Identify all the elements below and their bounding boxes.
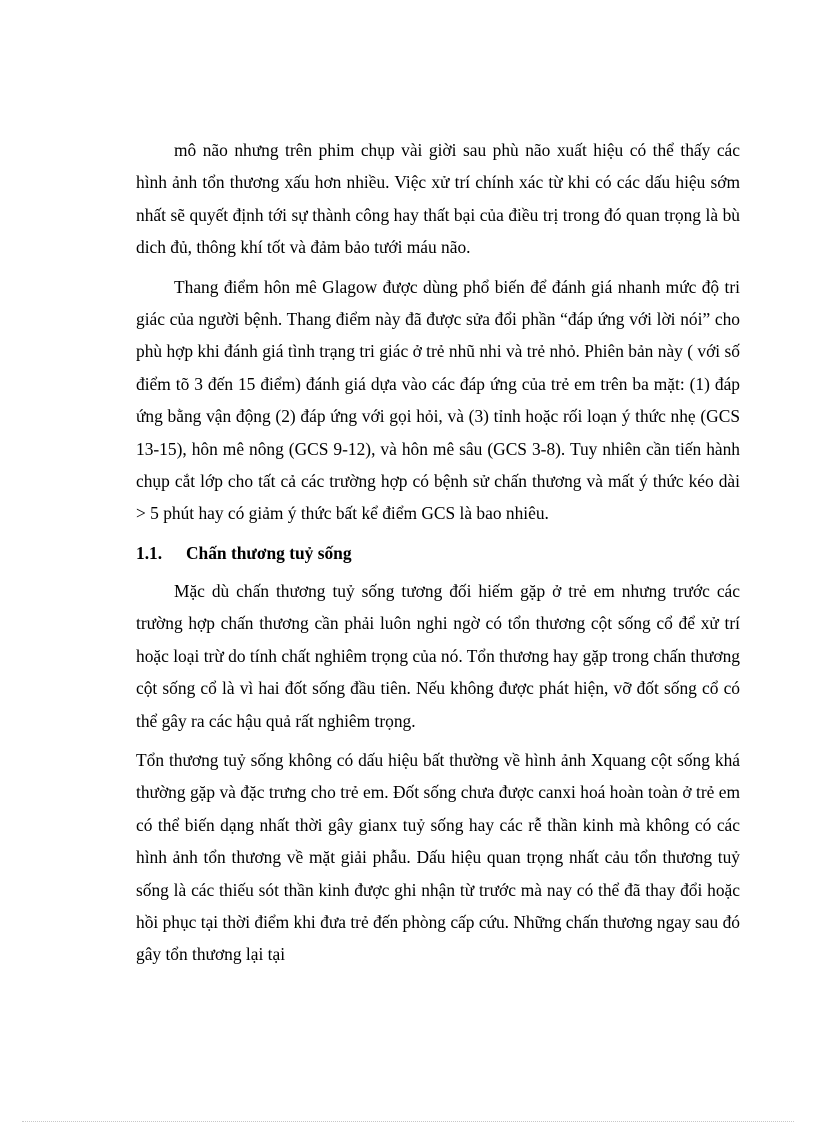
paragraph-spinal-injury: Mặc dù chấn thương tuỷ sống tương đối hiếm gặp ở trẻ em nhưng trước các trường hợp chấn thương cần phải luôn nghi ngờ có tổn thương cột sống cổ để xử trí hoặc loại trừ do tính chất nghiêm trọng của nó. Tổn thương hay gặp trong chấn thương cột sống cổ là vì hai đốt sống đầu tiên. Nếu không được phát hiện, vỡ đốt sống cổ có thể gây ra các hậu quả rất nghiêm trọng. [136,580,740,731]
page-bottom-divider [22,1121,794,1122]
paragraph-sciwora: Tổn thương tuỷ sống không có dấu hiệu bất thường về hình ảnh Xquang cột sống khá thường gặp và đặc trưng cho trẻ em. Đốt sống chưa được canxi hoá hoàn toàn ở trẻ em có thể biến dạng nhất thời gây gianx tuỷ sống hay các rễ thần kinh mà không có các hình ảnh tổn thương về mặt giải phẫu. Dấu hiệu quan trọng nhất cảu tổn thương tuỷ sống là các thiếu sót thần kinh được ghi nhận từ trước mà nay có thể đã thay đổi hoặc hồi phục tại thời điểm khi đưa trẻ đến phòng cấp cứu. Những chấn thương ngay sau đó gây tổn thương lại tại [136,749,740,965]
paragraph-intro-continuation: mô não nhưng trên phim chụp vài giời sau phù não xuất hiệu có thể thấy các hình ảnh tổn thương xấu hơn nhiều. Việc xử trí chính xác từ khi có các dấu hiệu sớm nhất sẽ quyết định tới sự thành công hay thất bại của điều trị trong đó quan trọng là bù dich đủ, thông khí tốt và đảm bảo tưới máu não. [136,140,740,258]
page-content [136,134,740,978]
section-title: Chấn thương tuỷ sống [186,542,352,563]
section-heading [136,537,740,569]
paragraph-glasgow-scale: Thang điểm hôn mê Glagow được dùng phổ biến để đánh giá nhanh mức độ tri giác của người bệnh. Thang điểm này đã được sửa đổi phần “đáp ứng với lời nói” cho phù hợp khi đánh giá tình trạng tri giác ở trẻ nhũ nhi và trẻ nhỏ. Phiên bản này ( với số điểm tõ 3 đến 15 điểm) đánh giá dựa vào các đáp ứng của trẻ em trên ba mặt: (1) đáp ứng bằng vận động (2) đáp ứng với gọi hỏi, và (3) tỉnh hoặc rối loạn ý thức nhẹ (GCS 13-15), hôn mê nông (GCS 9-12), và hôn mê sâu (GCS 3-8). Tuy nhiên cần tiến hành chụp cắt lớp cho tất cả các trường hợp có bệnh sử chấn thương và mất ý thức kéo dài > 5 phút hay có giảm ý thức bất kể điểm GCS là bao nhiêu. [136,276,740,524]
section-number: 1.1. [136,542,163,563]
